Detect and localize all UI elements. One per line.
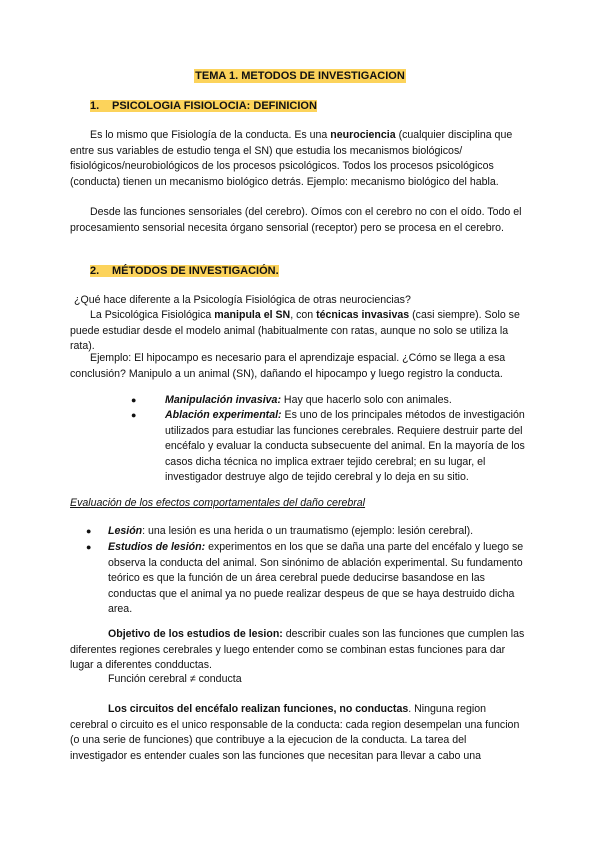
bullet-manipulacion-invasiva: Manipulación invasiva: Hay que hacerlo solo con animales. <box>165 394 452 406</box>
document-title: TEMA 1. METODOS DE INVESTIGACION <box>195 70 405 82</box>
bullet-dot: ● <box>131 395 137 405</box>
bullet-lesion: Lesión: una lesión es una herida o un traumatismo (ejemplo: lesión cerebral). <box>108 525 474 537</box>
section-1-number: 1. <box>90 100 100 112</box>
section-2-title: MÉTODOS DE INVESTIGACIÓN. <box>112 265 279 277</box>
section-1-paragraph-1: Es lo mismo que Fisiología de la conducta. Es una neurociencia (cualquier disciplina que entre sus variables de estudio tenga el SN) que estudia los mecanismos biológicos/ fisiológicos/neurobiológicos de los procesos psicológicos. Todos los procesos psicológicos (conducta) tienen un mecanismo biológico detrás. Ejemplo: mecanismo biológico del habla. <box>70 129 513 188</box>
circuits-paragraph: Los circuitos del encéfalo realizan funciones, no conductas. Ninguna region cerebral o circuito es el unico responsable de la conducta: cada region desempelan una funcion (o una serie de funciones) que contribuye a la ejecucion de la conducta. La tarea del investigador es entender cuales son las funciones que necesitan para llevar a cabo una <box>70 703 520 762</box>
bullet-estudios-de-lesion: Estudios de lesión: experimentos en los que se daña una parte del encéfalo y luego se observa la conducta del animal. Son sinónimo de ablación experimental. Su fundamento teórico es que la función de un área cerebral puede deducirse basandose en las conductas que el animal ya no puede realizar despeus de que se haya destruido dicha area. <box>108 541 524 615</box>
bullet-dot: ● <box>86 526 92 536</box>
bullet-dot: ● <box>131 410 137 420</box>
section-2-number: 2. <box>90 265 100 277</box>
objective-paragraph: Objetivo de los estudios de lesion: describir cuales son las funciones que cumplen las diferentes regiones cerebrales y luego entender como se combinan estas funciones para dar lugar a diferentes condductas. <box>70 628 525 671</box>
section-2-question: ¿Qué hace diferente a la Psicología Fisiológica de otras neurociencias? <box>74 294 411 306</box>
bullet-dot: ● <box>86 542 92 552</box>
section-2-paragraph-2: Ejemplo: El hipocampo es necesario para el aprendizaje espacial. ¿Cómo se llega a esa conclusión? Manipulo a un animal (SN), dañando el hipocampo y luego registro la conducta. <box>70 352 506 380</box>
function-formula: Función cerebral ≠ conducta <box>108 673 242 685</box>
section-1-title: PSICOLOGIA FISIOLOCIA: DEFINICION <box>112 100 317 112</box>
section-2-paragraph-1: La Psicológica Fisiológica manipula el SN, con técnicas invasivas (casi siempre). Solo se puede estudiar desde el modelo animal (habitualmente con ratas, aunque no solo se utiliza la rata). <box>70 309 520 352</box>
section-1-heading <box>90 100 317 112</box>
evaluation-subheading: Evaluación de los efectos comportamentales del daño cerebral <box>70 497 366 509</box>
section-2-heading <box>90 265 279 277</box>
section-1-paragraph-2: Desde las funciones sensoriales (del cerebro). Oímos con el cerebro no con el oído. Todo el procesamiento sensorial necesita órgano sensorial (receptor) pero se procesa en el cerebro. <box>70 206 522 234</box>
bullet-ablacion-experimental: Ablación experimental: Es uno de los principales métodos de investigación utilizados para estudiar las funciones cerebrales. Requiere destruir parte del encéfalo y evaluar la conducta subsecuente del animal. En la mayoría de los casos dicha técnica no implica extraer tejido cerebral; en su lugar, el investigador destruye algo de tejido cerebral y lo deja en su sitio. <box>165 409 525 483</box>
